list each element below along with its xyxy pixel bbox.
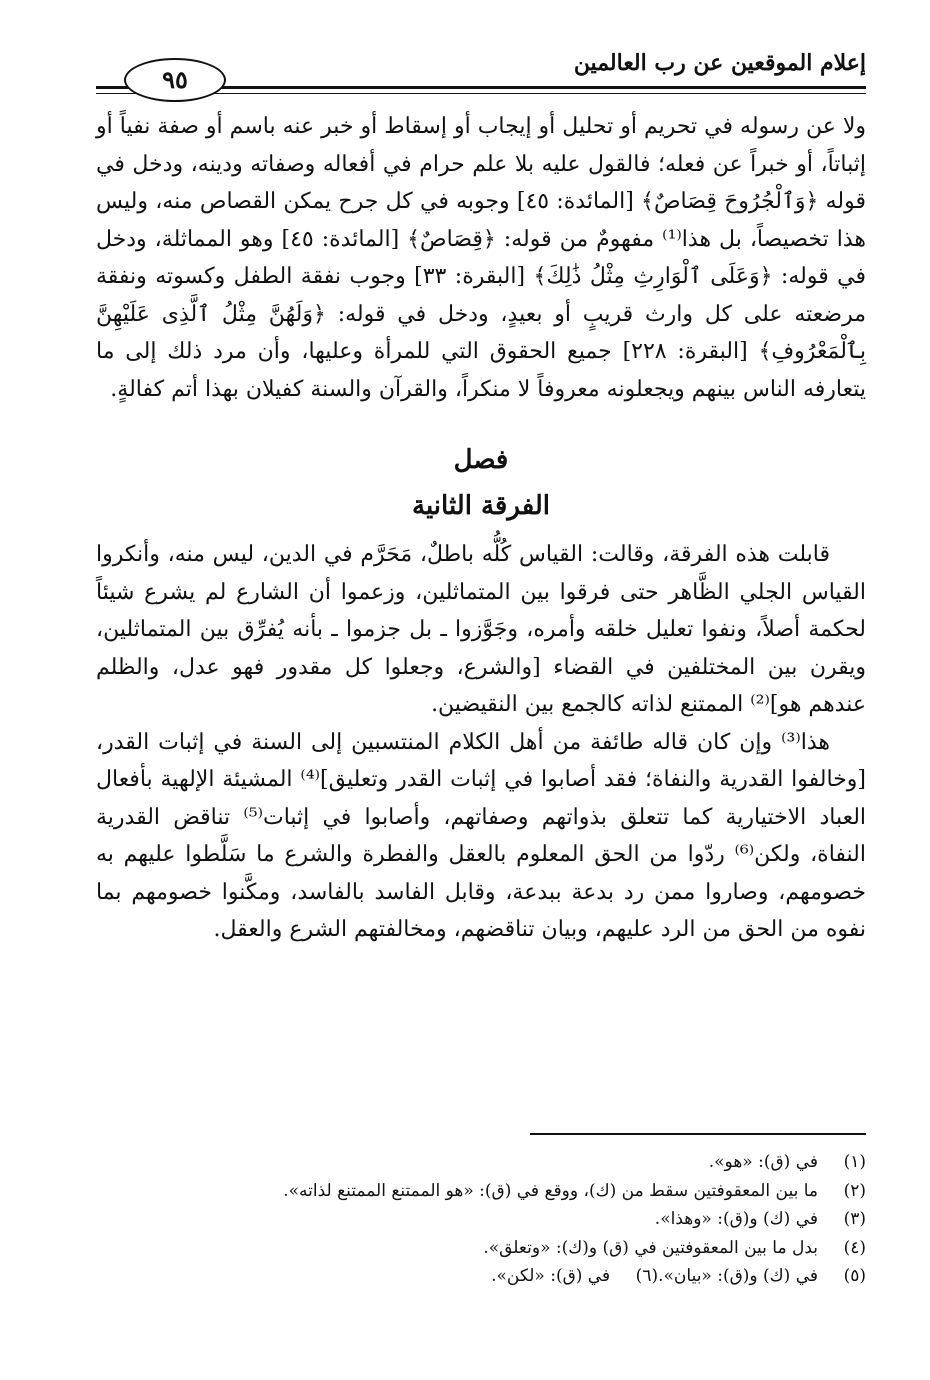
paragraph-continuation: ولا عن رسوله في تحريم أو تحليل أو إيجاب أو إسقاط أو خبر عنه باسم أو صفة نفياً أو إثباتاً، أو خبراً عن فعله؛ فالقول عليه بلا علم حرام في أفعاله وصفاته ودينه، ودخل في قوله ﴿وَٱلْجُرُوحَ قِصَاصٌ﴾ [المائدة: ٤٥] وجوبه في كل جرح يمكن القصاص منه، وليس هذا تخصيصاً، بل هذا⁽¹⁾ مفهومٌ من قوله: ﴿قِصَاصٌ﴾ [المائدة: ٤٥] وهو المماثلة، ودخل في قوله: ﴿وَعَلَى ٱلْوَارِثِ مِثْلُ ذَٰلِكَ﴾ [البقرة: ٣٣] وجوب نفقة الطفل وكسوته ونفقة مرضعته على كل وارث قريبٍ أو بعيدٍ، ودخل في قوله: ﴿وَلَهُنَّ مِثْلُ ٱلَّذِى عَلَيْهِنَّ بِٱلْمَعْرُوفِ﴾ [البقرة: ٢٢٨] جميع الحقوق التي للمرأة وعليها، وأن مرد ذلك إلى ما يتعارفه الناس بينهم ويجعلونه معروفاً لا منكراً، والقرآن والسنة كفيلان بهذا أتم كفالةٍ.: [96, 114, 867, 402]
running-title: إعلام الموقعين عن رب العالمين: [573, 50, 866, 76]
footnote-text: في (ق): «هو».: [708, 1152, 818, 1172]
footnote-item: [96, 1177, 866, 1206]
subsection-heading: الفرقة الثانية: [412, 491, 550, 521]
footnotes: [96, 1148, 866, 1291]
footnote-text: في (ك) و(ق): «بيان».: [658, 1266, 818, 1286]
footnote-item: [96, 1205, 866, 1234]
footnote-text: في (ق): «لكن».: [491, 1266, 611, 1286]
footnote-separator: [530, 1133, 866, 1135]
section-heading: فصل: [453, 445, 509, 475]
footnote-number: (٣): [843, 1209, 866, 1229]
footnote-number: (١): [843, 1152, 866, 1172]
footnote-text: بدل ما بين المعقوفتين في (ق) و(ك): «وتعلق».: [483, 1237, 818, 1258]
paragraph: قابلت هذه الفرقة، وقالت: القياس كُلُّه باطلٌ، مَحَرَّم في الدين، ليس منه، وأنكروا القياس الجلي الظَّاهر حتى فرقوا بين المتماثلين، وزعموا أن الشارع لم يشرع شيئاً لحكمة أصلاً، ونفوا تعليل خلقه وأمره، وجَوَّزوا ـ بل جزموا ـ بأنه يُفرِّق بين المتماثلين، ويقرن بين المختلفين في القضاء [والشرع، وجعلوا كل مقدور فهو عدل، والظلم عندهم هو]⁽²⁾ الممتنع لذاته كالجمع بين النقيضين.: [96, 542, 866, 717]
paragraph: هذا⁽³⁾ وإن كان قاله طائفة من أهل الكلام المنتسبين إلى السنة في إثبات القدر، [وخالفوا القدرية والنفاة؛ فقد أصابوا في إثبات القدر وتعليق]⁽⁴⁾ المشيئة الإلهية بأفعال العباد الاختيارية كما تتعلق بذواتهم وصفاتهم، وأصابوا في إثبات⁽⁵⁾ تناقض القدرية النفاة، ولكن⁽⁶⁾ ردّوا من الحق المعلوم بالعقل والفطرة والشرع ما سَلَّطوا عليهم به خصومهم، وصاروا ممن رد بدعة ببدعة، وقابل الفاسد بالفاسد، ومكَّنوا خصومهم بما نفوه من الحق من الرد عليهم، وبيان تناقضهم، ومخالفتهم الشرع والعقل.: [96, 729, 867, 942]
page-number: ٩٥: [124, 58, 226, 102]
footnote-number: (٢): [843, 1180, 866, 1201]
footnote-item: [96, 1234, 866, 1263]
running-header: [96, 48, 866, 98]
footnote-text: في (ك) و(ق): «وهذا».: [654, 1209, 818, 1229]
footnote-row: [96, 1262, 866, 1291]
footnote-number: (٤): [843, 1237, 866, 1258]
main-text: [96, 108, 866, 949]
footnote-text: ما بين المعقوفتين سقط من (ك)، ووقع في (ق): «هو الممتنع الممتنع لذاته».: [283, 1180, 818, 1201]
footnote-number: (٥): [843, 1266, 866, 1286]
footnote-item: [96, 1148, 866, 1177]
footnote-number: (٦): [635, 1266, 659, 1286]
footnote-item: [491, 1262, 658, 1291]
